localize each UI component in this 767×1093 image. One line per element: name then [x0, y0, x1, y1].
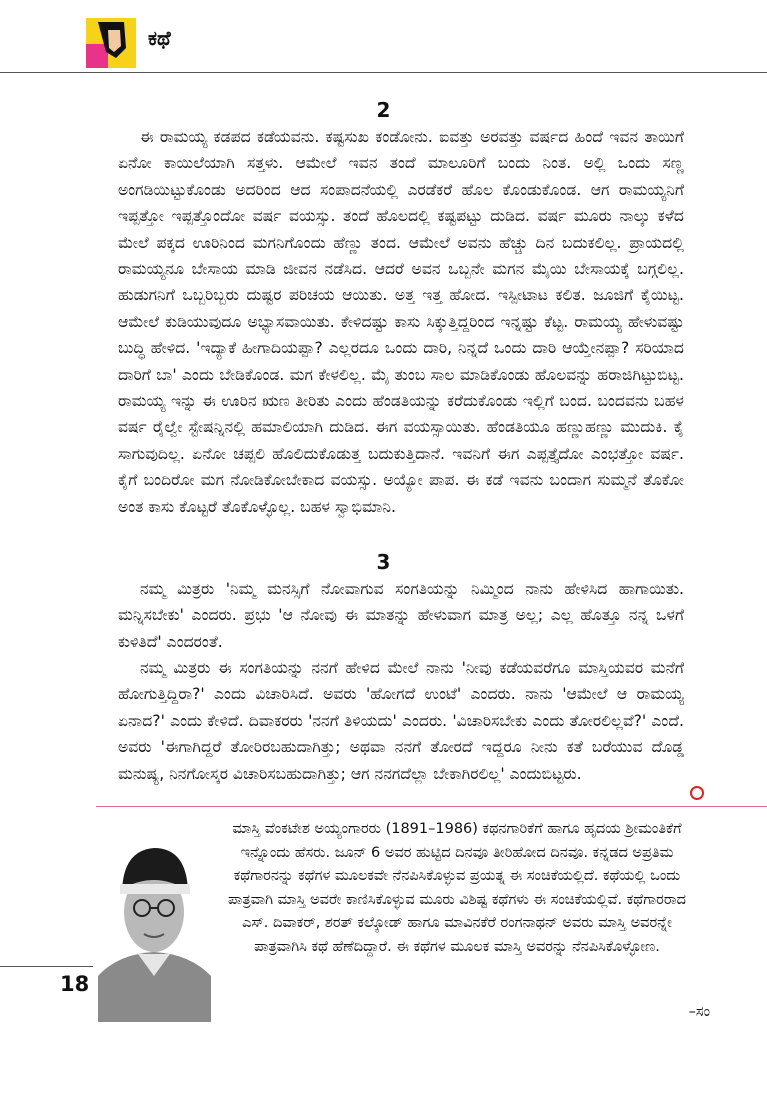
magazine-logo	[86, 18, 136, 68]
section-title: ಕಥೆ	[148, 26, 171, 50]
header-divider	[0, 72, 767, 73]
footer-divider	[96, 806, 767, 807]
author-portrait	[98, 826, 211, 1022]
section-number-2: 2	[376, 98, 391, 122]
end-mark-icon	[690, 786, 704, 800]
editor-note: ಮಾಸ್ತಿ ವೆಂಕಟೇಶ ಅಯ್ಯಂಗಾರರು (1891–1986) ಕಥನಗಾರಿಕೆಗೆ ಹಾಗೂ ಹೃದಯ ಶ್ರೀಮಂತಿಕೆಗೆ ಇನ್ನೊಂದು ಹೆಸರು. ಜೂನ್ 6 ಅವರ ಹುಟ್ಟಿದ ದಿನವೂ ತೀರಿಹೋದ ದಿನವೂ. ಕನ್ನಡದ ಅಪ್ರತಿಮ ಕಥೆಗಾರನನ್ನು ಕಥೆಗಳ ಮೂಲಕವೇ ನೆನಪಿಸಿಕೊಳ್ಳುವ ಪ್ರಯತ್ನ ಈ ಸಂಚಿಕೆಯಲ್ಲಿದೆ. ಕಥೆಯಲ್ಲಿ ಒಂದು ಪಾತ್ರವಾಗಿ ಮಾಸ್ತಿ ಅವರೇ ಕಾಣಿಸಿಕೊಳ್ಳುವ ಮೂರು ವಿಶಿಷ್ಟ ಕಥೆಗಳು ಈ ಸಂಚಿಕೆಯಲ್ಲಿವೆ. ಕಥೆಗಾರರಾದ ಎಸ್. ದಿವಾಕರ್, ಶರತ್ ಕಲ್ಕೋಡ್ ಹಾಗೂ ಮಾವಿನಕೆರೆ ರಂಗನಾಥನ್ ಅವರು ಮಾಸ್ತಿ ಅವರನ್ನೇ ಪಾತ್ರವಾಗಿಸಿ ಕಥೆ ಹೆಣೆದಿದ್ದಾರೆ. ಈ ಕಥೆಗಳ ಮೂಲಕ ಮಾಸ್ತಿ ಅವರನ್ನು ನೆನಪಿಸಿಕೊಳ್ಳೋಣ.	[227, 821, 687, 955]
editor-signature: –ಸಂ	[688, 1004, 710, 1020]
story-paragraph-2: ಈ ರಾಮಯ್ಯ ಕಡಪದ ಕಡೆಯವನು. ಕಷ್ಟಸುಖ ಕಂಡೋನು. ಐವತ್ತು ಅರವತ್ತು ವರ್ಷದ ಹಿಂದೆ ಇವನ ತಾಯಿಗೆ ಏನೋ ಕಾಯಿಲೆಯಾಗಿ ಸತ್ತಳು. ಆಮೇಲೆ ಇವನ ತಂದೆ ಮಾಲೂರಿಗೆ ಬಂದು ನಿಂತ. ಅಲ್ಲಿ ಒಂದು ಸಣ್ಣ ಅಂಗಡಿಯಿಟ್ಟುಕೊಂಡು ಅದರಿಂದ ಆದ ಸಂಪಾದನೆಯಲ್ಲಿ ಎರಡೆಕರೆ ಹೊಲ ಕೊಂಡುಕೊಂಡ. ಆಗ ರಾಮಯ್ಯನಿಗೆ ಇಪ್ಪತ್ತೋ ಇಪ್ಪತ್ತೊಂದೋ ವರ್ಷ ವಯಸ್ಸು. ತಂದೆ ಹೊಲದಲ್ಲಿ ಕಷ್ಟಪಟ್ಟು ದುಡಿದ. ವರ್ಷ ಮೂರು ನಾಲ್ಕು ಕಳೆದ ಮೇಲೆ ಪಕ್ಕದ ಊರಿನಿಂದ ಮಗನಿಗೊಂದು ಹೆಣ್ಣು ತಂದ. ಆಮೇಲೆ ಅವನು ಹೆಚ್ಚು ದಿನ ಬದುಕಲಿಲ್ಲ. ಪ್ರಾಯದಲ್ಲಿ ರಾಮಯ್ಯನೂ ಬೇಸಾಯ ಮಾಡಿ ಜೀವನ ನಡೆಸಿದ. ಆದರೆ ಅವನ ಒಬ್ಬನೇ ಮಗನ ಮೈಯಿ ಬೇಸಾಯಕ್ಕೆ ಬಗ್ಗಲಿಲ್ಲ. ಹುಡುಗನಿಗೆ ಒಬ್ಬರಿಬ್ಬರು ದುಷ್ಟರ ಪರಿಚಯ ಆಯಿತು. ಅತ್ತ ಇತ್ತ ಹೋದ. ಇಸ್ಪೀಟಾಟ ಕಲಿತ. ಜೂಜಿಗೆ ಕೈಯಿಟ್ಟ. ಆಮೇಲೆ ಕುಡಿಯುವುದೂ ಅಭ್ಯಾಸವಾಯಿತು. ಕೇಳಿದಷ್ಟು ಕಾಸು ಸಿಕ್ಕುತ್ತಿದ್ದರಿಂದ ಇನ್ನಷ್ಟು ಕೆಟ್ಟ. ರಾಮಯ್ಯ ಹೇಳುವಷ್ಟು ಬುದ್ಧಿ ಹೇಳಿದ. 'ಇದ್ಯಾಕೆ ಹೀಗಾದಿಯಪ್ಪಾ? ಎಲ್ಲರದೂ ಒಂದು ದಾರಿ, ನಿನ್ನದೆ ಒಂದು ದಾರಿ ಆಯ್ತೇನಪ್ಪಾ? ಸರಿಯಾದ ದಾರಿಗೆ ಬಾ' ಎಂದು ಬೇಡಿಕೊಂಡ. ಮಗ ಕೇಳಲಿಲ್ಲ. ಮೈ ತುಂಬ ಸಾಲ ಮಾಡಿಕೊಂಡು ಹೊಲವನ್ನು ಹರಾಜಿಗಿಟ್ಟುಬಿಟ್ಟ. ರಾಮಯ್ಯ ಇನ್ನು ಈ ಊರಿನ ಋಣ ತೀರಿತು ಎಂದು ಹೆಂಡತಿಯನ್ನು ಕರೆದುಕೊಂಡು ಇಲ್ಲಿಗೆ ಬಂದ. ಬಂದವನು ಬಹಳ ವರ್ಷ ರೈಲ್ವೇ ಸ್ಟೇಷನ್ನಿನಲ್ಲಿ ಹಮಾಲಿಯಾಗಿ ದುಡಿದ. ಈಗ ವಯಸ್ಸಾಯಿತು. ಹೆಂಡತಿಯೂ ಹಣ್ಣುಹಣ್ಣು ಮುದುಕಿ. ಕೈ ಸಾಗುವುದಿಲ್ಲ. ಏನೋ ಚಪ್ಪಲಿ ಹೊಲಿದುಕೊಡುತ್ತ ಬದುಕುತ್ತಿದಾನೆ. ಇವನಿಗೆ ಈಗ ಎಪ್ಪತ್ತೈದೋ ಎಂಭತ್ತೋ ವರ್ಷ. ಕೈಗೆ ಬಂದಿರೋ ಮಗ ನೋಡಿಕೋಬೇಕಾದ ವಯಸ್ಸು. ಅಯ್ಯೋ ಪಾಪ. ಈ ಕಡೆ ಇವನು ಬಂದಾಗ ಸುಮ್ಮನೆ ತೊಕೋ ಅಂತ ಕಾಸು ಕೊಟ್ಟರೆ ತೊಕೊಳ್ಳೊಲ್ಲ. ಬಹಳ ಸ್ವಾಭಿಮಾನಿ.	[118, 128, 684, 516]
page-number-divider	[0, 966, 93, 967]
story-paragraph-3a: ನಮ್ಮ ಮಿತ್ರರು 'ನಿಮ್ಮ ಮನಸ್ಸಿಗೆ ನೋವಾಗುವ ಸಂಗತಿಯನ್ನು ನಿಮ್ಮಿಂದ ನಾನು ಹೇಳಿಸಿದ ಹಾಗಾಯಿತು. ಮನ್ನಿಸಬೇಕು' ಎಂದರು. ಪ್ರಭು 'ಆ ನೋವು ಈ ಮಾತನ್ನು ಹೇಳುವಾಗ ಮಾತ್ರ ಅಲ್ಲ; ಎಲ್ಲ ಹೊತ್ತೂ ನನ್ನ ಒಳಗೆ ಕುಳಿತಿದೆ' ಎಂದರಂತೆ.	[118, 580, 684, 651]
page-number: 18	[60, 972, 90, 996]
section-number-3: 3	[376, 550, 391, 574]
story-paragraph-3b: ನಮ್ಮ ಮಿತ್ರರು ಈ ಸಂಗತಿಯನ್ನು ನನಗೆ ಹೇಳಿದ ಮೇಲೆ ನಾನು 'ನೀವು ಕಡೆಯವರೆಗೂ ಮಾಸ್ತಿಯವರ ಮನೆಗೆ ಹೋಗುತ್ತಿದ್ದಿರಾ?' ಎಂದು ವಿಚಾರಿಸಿದೆ. ಅವರು 'ಹೋಗದೆ ಉಂಟೆ' ಎಂದರು. ನಾನು 'ಆಮೇಲೆ ಆ ರಾಮಯ್ಯ ಏನಾದ?' ಎಂದು ಕೇಳಿದೆ. ದಿವಾಕರರು 'ನನಗೆ ತಿಳಿಯದು' ಎಂದರು. 'ವಿಚಾರಿಸಬೇಕು ಎಂದು ತೋರಲಿಲ್ಲವೆ?' ಎಂದೆ. ಅವರು 'ಈಗಾಗಿದ್ದರೆ ತೋರಿರಬಹುದಾಗಿತ್ತು; ಅಥವಾ ನನಗೆ ತೋರದೆ ಇದ್ದರೂ ನೀನು ಕತೆ ಬರೆಯುವ ದೊಡ್ಡ ಮನುಷ್ಯ, ನಿನಗೋಸ್ಕರ ವಿಚಾರಿಸಬಹುದಾಗಿತ್ತು; ಆಗ ನನಗದೆಲ್ಲಾ ಬೇಕಾಗಿರಲಿಲ್ಲ' ಎಂದುಬಿಟ್ಟರು.	[118, 659, 684, 783]
